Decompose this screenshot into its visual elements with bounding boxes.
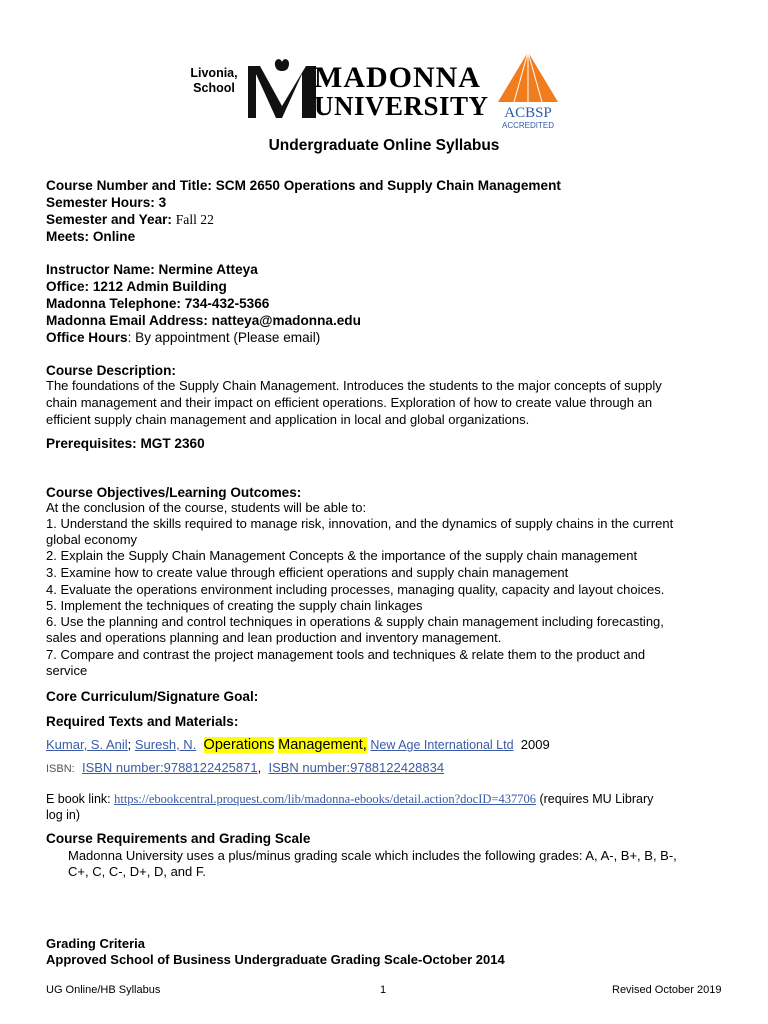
instructor-email: Madonna Email Address: natteya@madonna.edu (46, 313, 361, 328)
office-hours-value: : By appointment (Please email) (127, 330, 321, 345)
textbook-citation (46, 737, 550, 753)
objective-line: service (46, 663, 88, 678)
ebook-note: (requires MU Library (535, 792, 654, 806)
ebook-line (46, 791, 726, 823)
course-description-line-3: efficient supply chain management and application in local and global organizations. (46, 412, 530, 427)
semester-hours: Semester Hours: 3 (46, 195, 167, 210)
acbsp-logo (484, 50, 572, 132)
isbn-link-2[interactable]: ISBN number:9788122428834 (268, 760, 445, 775)
campus-line-2: School (193, 81, 235, 95)
office-hours (46, 329, 320, 346)
objective-line: 7. Compare and contrast the project management tools and techniques & relate them to the product and (46, 647, 646, 662)
objective-line: 5. Implement the techniques of creating the supply chain linkages (46, 598, 423, 613)
logo-word-university: UNIVERSITY (314, 91, 489, 121)
objective-line: sales and operations planning and lean production and inventory management. (46, 630, 502, 645)
meets-label: Meets (46, 229, 85, 244)
instructor-phone: Madonna Telephone: 734-432-5366 (46, 296, 270, 311)
objective-line: 4. Evaluate the operations environment including processes, managing quality, capacity and layout choices. (46, 582, 665, 597)
course-description-line-2: chain management and their impact on efficient operations. Exploration of how to create value through an (46, 395, 653, 410)
meets-value: : Online (84, 229, 136, 244)
acbsp-text: ACBSP (504, 105, 552, 121)
semester-year-label: Semester and Year: (46, 212, 172, 227)
course-description-line-1: The foundations of the Supply Chain Management. Introduces the students to the major concepts of supply (46, 378, 662, 393)
objective-line: global economy (46, 532, 138, 547)
grading-line-2: C+, C, C-, D+, D, and F. (68, 864, 206, 879)
grading-heading: Course Requirements and Grading Scale (46, 831, 311, 846)
objective-line: 6. Use the planning and control techniques in operations & supply chain management including forecasting, (46, 614, 664, 629)
grading-scale-heading: Approved School of Business Undergraduate Grading Scale-October 2014 (46, 952, 505, 967)
author-link-kumar[interactable]: Kumar, S. Anil (46, 737, 128, 752)
ebook-label: E book link: (46, 792, 115, 806)
book-title-word-1: Operations (203, 737, 275, 753)
university-wordmark (314, 61, 489, 121)
course-number-title: Course Number and Title: SCM 2650 Operations and Supply Chain Management (46, 178, 561, 193)
publication-year: 2009 (520, 737, 550, 752)
instructor-name: Instructor Name: Nermine Atteya (46, 262, 258, 277)
book-title-word-2: Management, (278, 737, 367, 753)
campus-line-1: Livonia, (190, 66, 238, 80)
ebook-note-2: log in) (46, 808, 81, 822)
isbn-separator: , (257, 760, 262, 775)
madonna-m-logo (246, 56, 318, 125)
required-texts-heading: Required Texts and Materials: (46, 714, 239, 729)
objective-line: 1. Understand the skills required to manage risk, innovation, and the dynamics of supply chains in the current (46, 516, 674, 531)
publisher-link[interactable]: New Age International Ltd (370, 738, 514, 752)
isbn-link-1[interactable]: ISBN number:9788122425871 (81, 760, 258, 775)
office-hours-label: Office Hours (46, 330, 128, 345)
author-separator: ; (127, 737, 135, 752)
objective-line: 3. Examine how to create value through efficient operations and supply chain management (46, 565, 569, 580)
grading-criteria-heading: Grading Criteria (46, 936, 145, 951)
core-curriculum-heading: Core Curriculum/Signature Goal: (46, 689, 259, 704)
instructor-office: Office: 1212 Admin Building (46, 279, 227, 294)
campus-label (184, 66, 244, 96)
acbsp-accredited-text: ACCREDITED (501, 121, 555, 130)
grading-line-1: Madonna University uses a plus/minus grading scale which includes the following grades: A, A-, B+, B, B-, (68, 848, 677, 863)
prerequisites: Prerequisites: MGT 2360 (46, 436, 205, 451)
semester-year (46, 211, 214, 228)
isbn-line (46, 760, 444, 775)
footer-right: Revised October 2019 (612, 984, 722, 996)
logo-word-madonna: MADONNA (314, 61, 481, 94)
objective-line: 2. Explain the Supply Chain Management Concepts & the importance of the supply chain management (46, 548, 638, 563)
semester-year-value: Fall 22 (175, 212, 214, 227)
page-number: 1 (380, 984, 387, 996)
isbn-label: ISBN: (46, 763, 75, 775)
objectives-heading: Course Objectives/Learning Outcomes: (46, 485, 302, 500)
ebook-link[interactable]: https://ebookcentral.proquest.com/lib/madonna-ebooks/detail.action?docID=437706 (114, 792, 536, 806)
author-link-suresh[interactable]: Suresh, N. (134, 737, 197, 752)
meets (46, 228, 135, 245)
footer-left: UG Online/HB Syllabus (46, 984, 161, 996)
page-title: Undergraduate Online Syllabus (268, 137, 500, 154)
course-description-heading: Course Description: (46, 363, 176, 378)
objectives-intro: At the conclusion of the course, students will be able to: (46, 500, 367, 515)
